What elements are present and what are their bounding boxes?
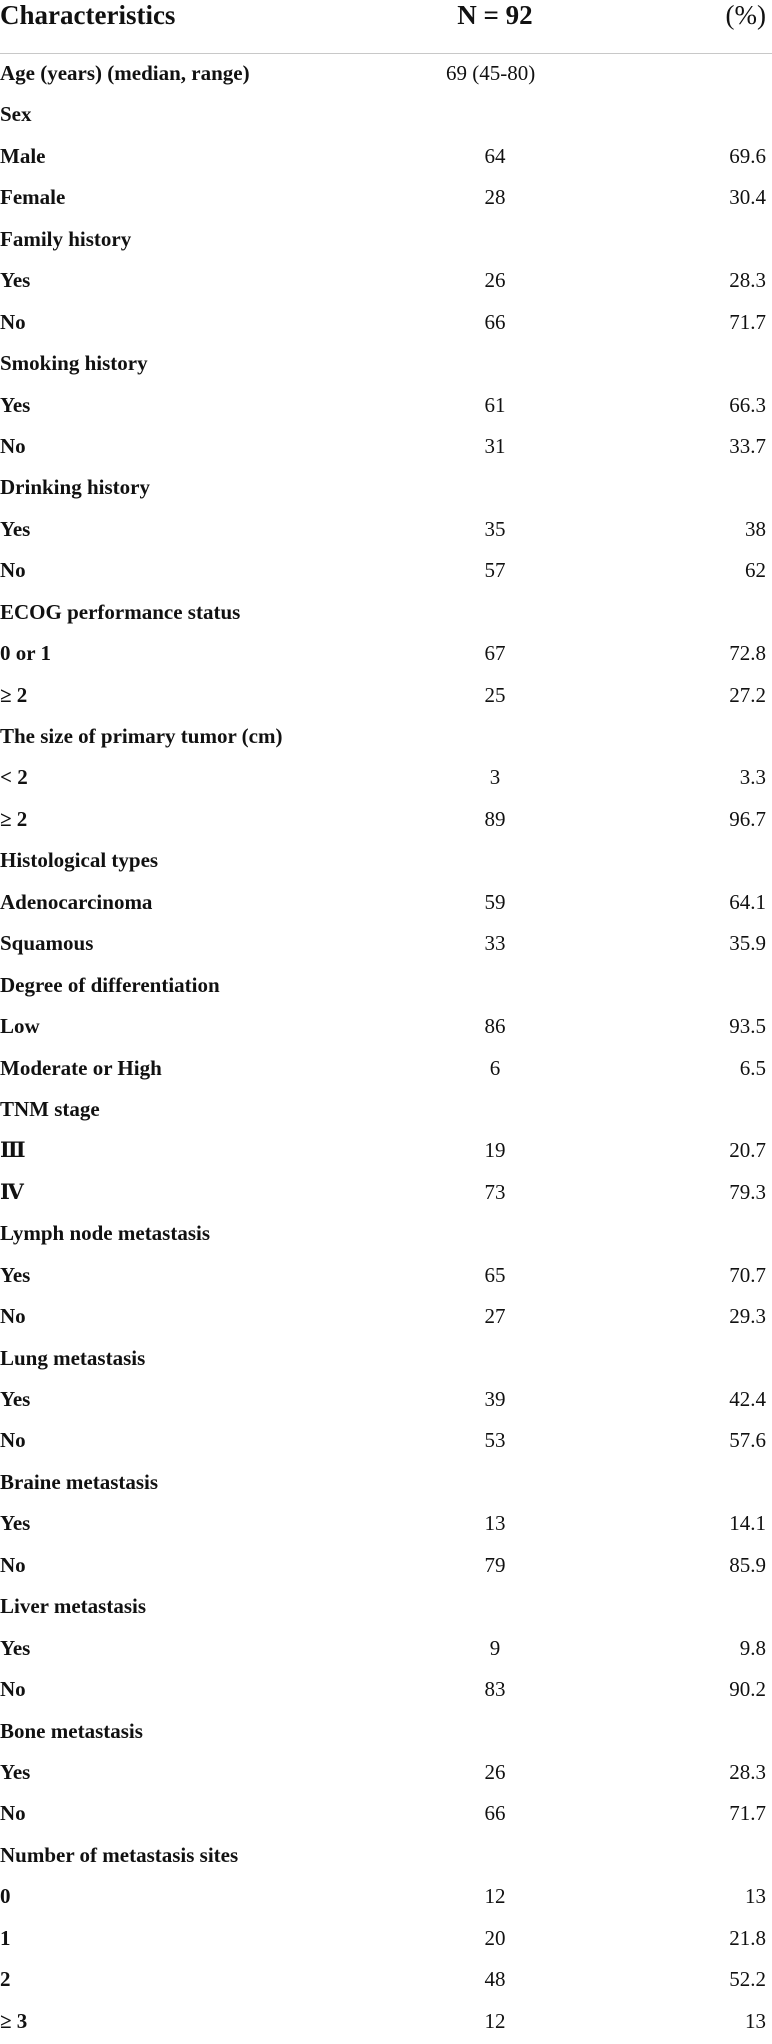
row-n-value: 33 [484, 931, 506, 956]
row-label: Degree of differentiation [0, 972, 220, 997]
row-n-value: 48 [484, 1967, 506, 1992]
row-label: Ⅳ [0, 1179, 24, 1204]
row-percent-value: 72.8 [729, 641, 766, 666]
table-row [0, 1629, 772, 1670]
row-n-value: 12 [484, 2008, 506, 2033]
row-label: Yes [0, 392, 31, 417]
row-n-value: 6 [489, 1055, 501, 1080]
row-percent-value: 33.7 [729, 433, 766, 458]
table-row [0, 1339, 772, 1380]
row-percent-value: 62 [745, 558, 766, 583]
row-label: Drinking history [0, 475, 150, 500]
row-label: No [0, 1552, 26, 1577]
row-label: Ⅲ [0, 1138, 26, 1163]
table-row [0, 1421, 772, 1462]
row-label: Age (years) (median, range) [0, 61, 250, 85]
row-percent-value: 29.3 [729, 1304, 766, 1329]
row-label: Lung metastasis [0, 1345, 146, 1370]
row-percent-value: 20.7 [729, 1138, 766, 1163]
table-row [0, 966, 772, 1007]
row-percent-value: 30.4 [729, 185, 766, 210]
row-label: Family history [0, 226, 132, 251]
row-percent-value: 70.7 [729, 1262, 766, 1287]
row-label: Bone metastasis [0, 1718, 143, 1743]
row-label: No [0, 1677, 26, 1702]
row-label: The size of primary tumor (cm) [0, 724, 283, 748]
table-row [0, 468, 772, 509]
row-percent-value: 93.5 [729, 1014, 766, 1039]
row-label: No [0, 1801, 26, 1826]
row-label: Braine metastasis [0, 1469, 159, 1494]
table-row [0, 178, 772, 219]
row-label: Yes [0, 1759, 31, 1784]
row-label: No [0, 558, 26, 583]
row-label: < 2 [0, 765, 28, 790]
table-row [0, 1007, 772, 1048]
row-percent-value: 9.8 [739, 1635, 766, 1660]
row-n-value: 89 [484, 806, 506, 831]
row-label: Yes [0, 268, 31, 293]
row-percent-value: 90.2 [729, 1677, 766, 1702]
row-percent-value: 27.2 [729, 682, 766, 707]
row-n-value: 57 [484, 558, 506, 583]
row-n-value: 79 [484, 1552, 506, 1577]
row-percent-value: 71.7 [729, 309, 766, 334]
row-percent-value: 21.8 [729, 1925, 766, 1950]
table-row [0, 1836, 772, 1877]
header-n: N = 92 [457, 0, 533, 30]
row-n-value: 35 [484, 516, 506, 541]
table-row [0, 344, 772, 385]
row-label: Yes [0, 1262, 31, 1287]
row-percent-value: 35.9 [729, 931, 766, 956]
table-row [0, 1587, 772, 1628]
row-n-value: 3 [489, 765, 501, 790]
table-row [0, 1090, 772, 1131]
table-row [0, 924, 772, 965]
row-percent-value: 66.3 [729, 392, 766, 417]
row-label: 0 or 1 [0, 641, 51, 666]
row-label: Moderate or High [0, 1055, 162, 1080]
row-percent-value: 64.1 [729, 889, 766, 914]
table-row [0, 1380, 772, 1421]
row-n-value: 53 [484, 1428, 506, 1453]
row-label: Yes [0, 1511, 31, 1536]
table-row [0, 261, 772, 302]
table-header [0, 0, 772, 54]
row-percent-value: 28.3 [729, 1759, 766, 1784]
row-label: Sex [0, 102, 32, 127]
header-percent: (%) [725, 0, 766, 30]
table-row [0, 551, 772, 592]
row-label: Number of metastasis sites [0, 1842, 239, 1867]
row-label: ECOG performance status [0, 599, 241, 624]
table-row [0, 95, 772, 136]
row-label: No [0, 309, 26, 334]
row-n-value: 27 [484, 1304, 506, 1329]
table-row [0, 1131, 772, 1172]
row-label: 0 [0, 1884, 11, 1909]
row-label: Female [0, 185, 66, 210]
row-percent-value: 38 [745, 516, 766, 541]
row-n-value: 26 [484, 1759, 506, 1784]
row-n-value: 86 [484, 1014, 506, 1039]
row-percent-value: 79.3 [729, 1179, 766, 1204]
row-label: Male [0, 143, 46, 168]
row-percent-value: 69.6 [729, 143, 766, 168]
row-n-value: 65 [484, 1262, 506, 1287]
table-body [0, 54, 772, 2043]
row-label: Liver metastasis [0, 1594, 147, 1619]
table-row [0, 634, 772, 675]
row-n-value: 20 [484, 1925, 506, 1950]
table-row [0, 427, 772, 468]
table-row [0, 1504, 772, 1545]
table-row [0, 717, 772, 758]
row-label: 2 [0, 1967, 11, 1992]
row-n-value: 26 [484, 268, 506, 293]
row-percent-value: 28.3 [729, 268, 766, 293]
table-row [0, 386, 772, 427]
table-row [0, 303, 772, 344]
row-n-value: 12 [484, 1884, 506, 1909]
table-row [0, 1214, 772, 1255]
table-row [0, 510, 772, 551]
table-row [0, 1960, 772, 2001]
table-row [0, 1877, 772, 1918]
row-percent-value: 42.4 [729, 1387, 766, 1411]
row-percent-value: 71.7 [729, 1801, 766, 1826]
table-row [0, 137, 772, 178]
row-label: Squamous [0, 931, 94, 956]
table-row [0, 1463, 772, 1504]
row-percent-value: 96.7 [729, 806, 766, 831]
table-row [0, 1919, 772, 1960]
row-n-value: 39 [484, 1387, 506, 1411]
row-n-value: 64 [484, 143, 506, 168]
row-label: 1 [0, 1925, 11, 1950]
table-row [0, 1712, 772, 1753]
row-label: TNM stage [0, 1096, 100, 1121]
row-n-value: 28 [484, 185, 506, 210]
row-percent-value: 3.3 [739, 765, 766, 790]
row-n-value: 83 [484, 1677, 506, 1702]
row-percent-value: 52.2 [729, 1967, 766, 1992]
row-label: No [0, 433, 26, 458]
row-label: Yes [0, 1635, 31, 1660]
table-row [0, 800, 772, 841]
row-percent-value: 14.1 [729, 1511, 766, 1536]
row-n-value: 59 [484, 889, 506, 914]
table-row [0, 1049, 772, 1090]
row-n-value: 25 [484, 682, 506, 707]
table-row [0, 220, 772, 261]
row-label: ≥ 2 [0, 806, 28, 831]
row-label: Histological types [0, 848, 159, 873]
row-label: Yes [0, 1387, 31, 1411]
row-percent-value: 57.6 [729, 1428, 766, 1453]
row-n-value: 13 [484, 1511, 506, 1536]
table-row [0, 676, 772, 717]
table-row [0, 593, 772, 634]
table-row [0, 1173, 772, 1214]
table-row [0, 1297, 772, 1338]
row-label: Lymph node metastasis [0, 1221, 211, 1246]
row-n-value: 61 [484, 392, 506, 417]
row-label: Smoking history [0, 351, 148, 376]
row-label: Adenocarcinoma [0, 889, 153, 914]
row-n-value: 66 [484, 309, 506, 334]
row-percent-value: 6.5 [739, 1055, 766, 1080]
header-characteristics: Characteristics [0, 0, 176, 30]
table-row [0, 758, 772, 799]
row-label: No [0, 1304, 26, 1329]
row-n-value: 31 [484, 433, 506, 458]
row-percent-value: 13 [745, 2008, 766, 2033]
row-label: Yes [0, 516, 31, 541]
row-n-value: 19 [484, 1138, 506, 1163]
row-n-value: 73 [484, 1179, 506, 1204]
row-n-value: 67 [484, 641, 506, 666]
row-n-value: 69 (45-80) [446, 61, 536, 85]
table-row [0, 841, 772, 882]
table-row [0, 2002, 772, 2043]
row-label: ≥ 3 [0, 2008, 28, 2033]
row-label: ≥ 2 [0, 682, 28, 707]
table-row [0, 883, 772, 924]
row-n-value: 9 [489, 1635, 501, 1660]
table-row [0, 1670, 772, 1711]
row-label: No [0, 1428, 26, 1453]
table-row [0, 1546, 772, 1587]
table-row [0, 1794, 772, 1835]
row-label: Low [0, 1014, 40, 1039]
row-percent-value: 85.9 [729, 1552, 766, 1577]
table-row [0, 1256, 772, 1297]
table-row [0, 54, 772, 95]
row-n-value: 66 [484, 1801, 506, 1826]
row-percent-value: 13 [745, 1884, 766, 1909]
table-row [0, 1753, 772, 1794]
